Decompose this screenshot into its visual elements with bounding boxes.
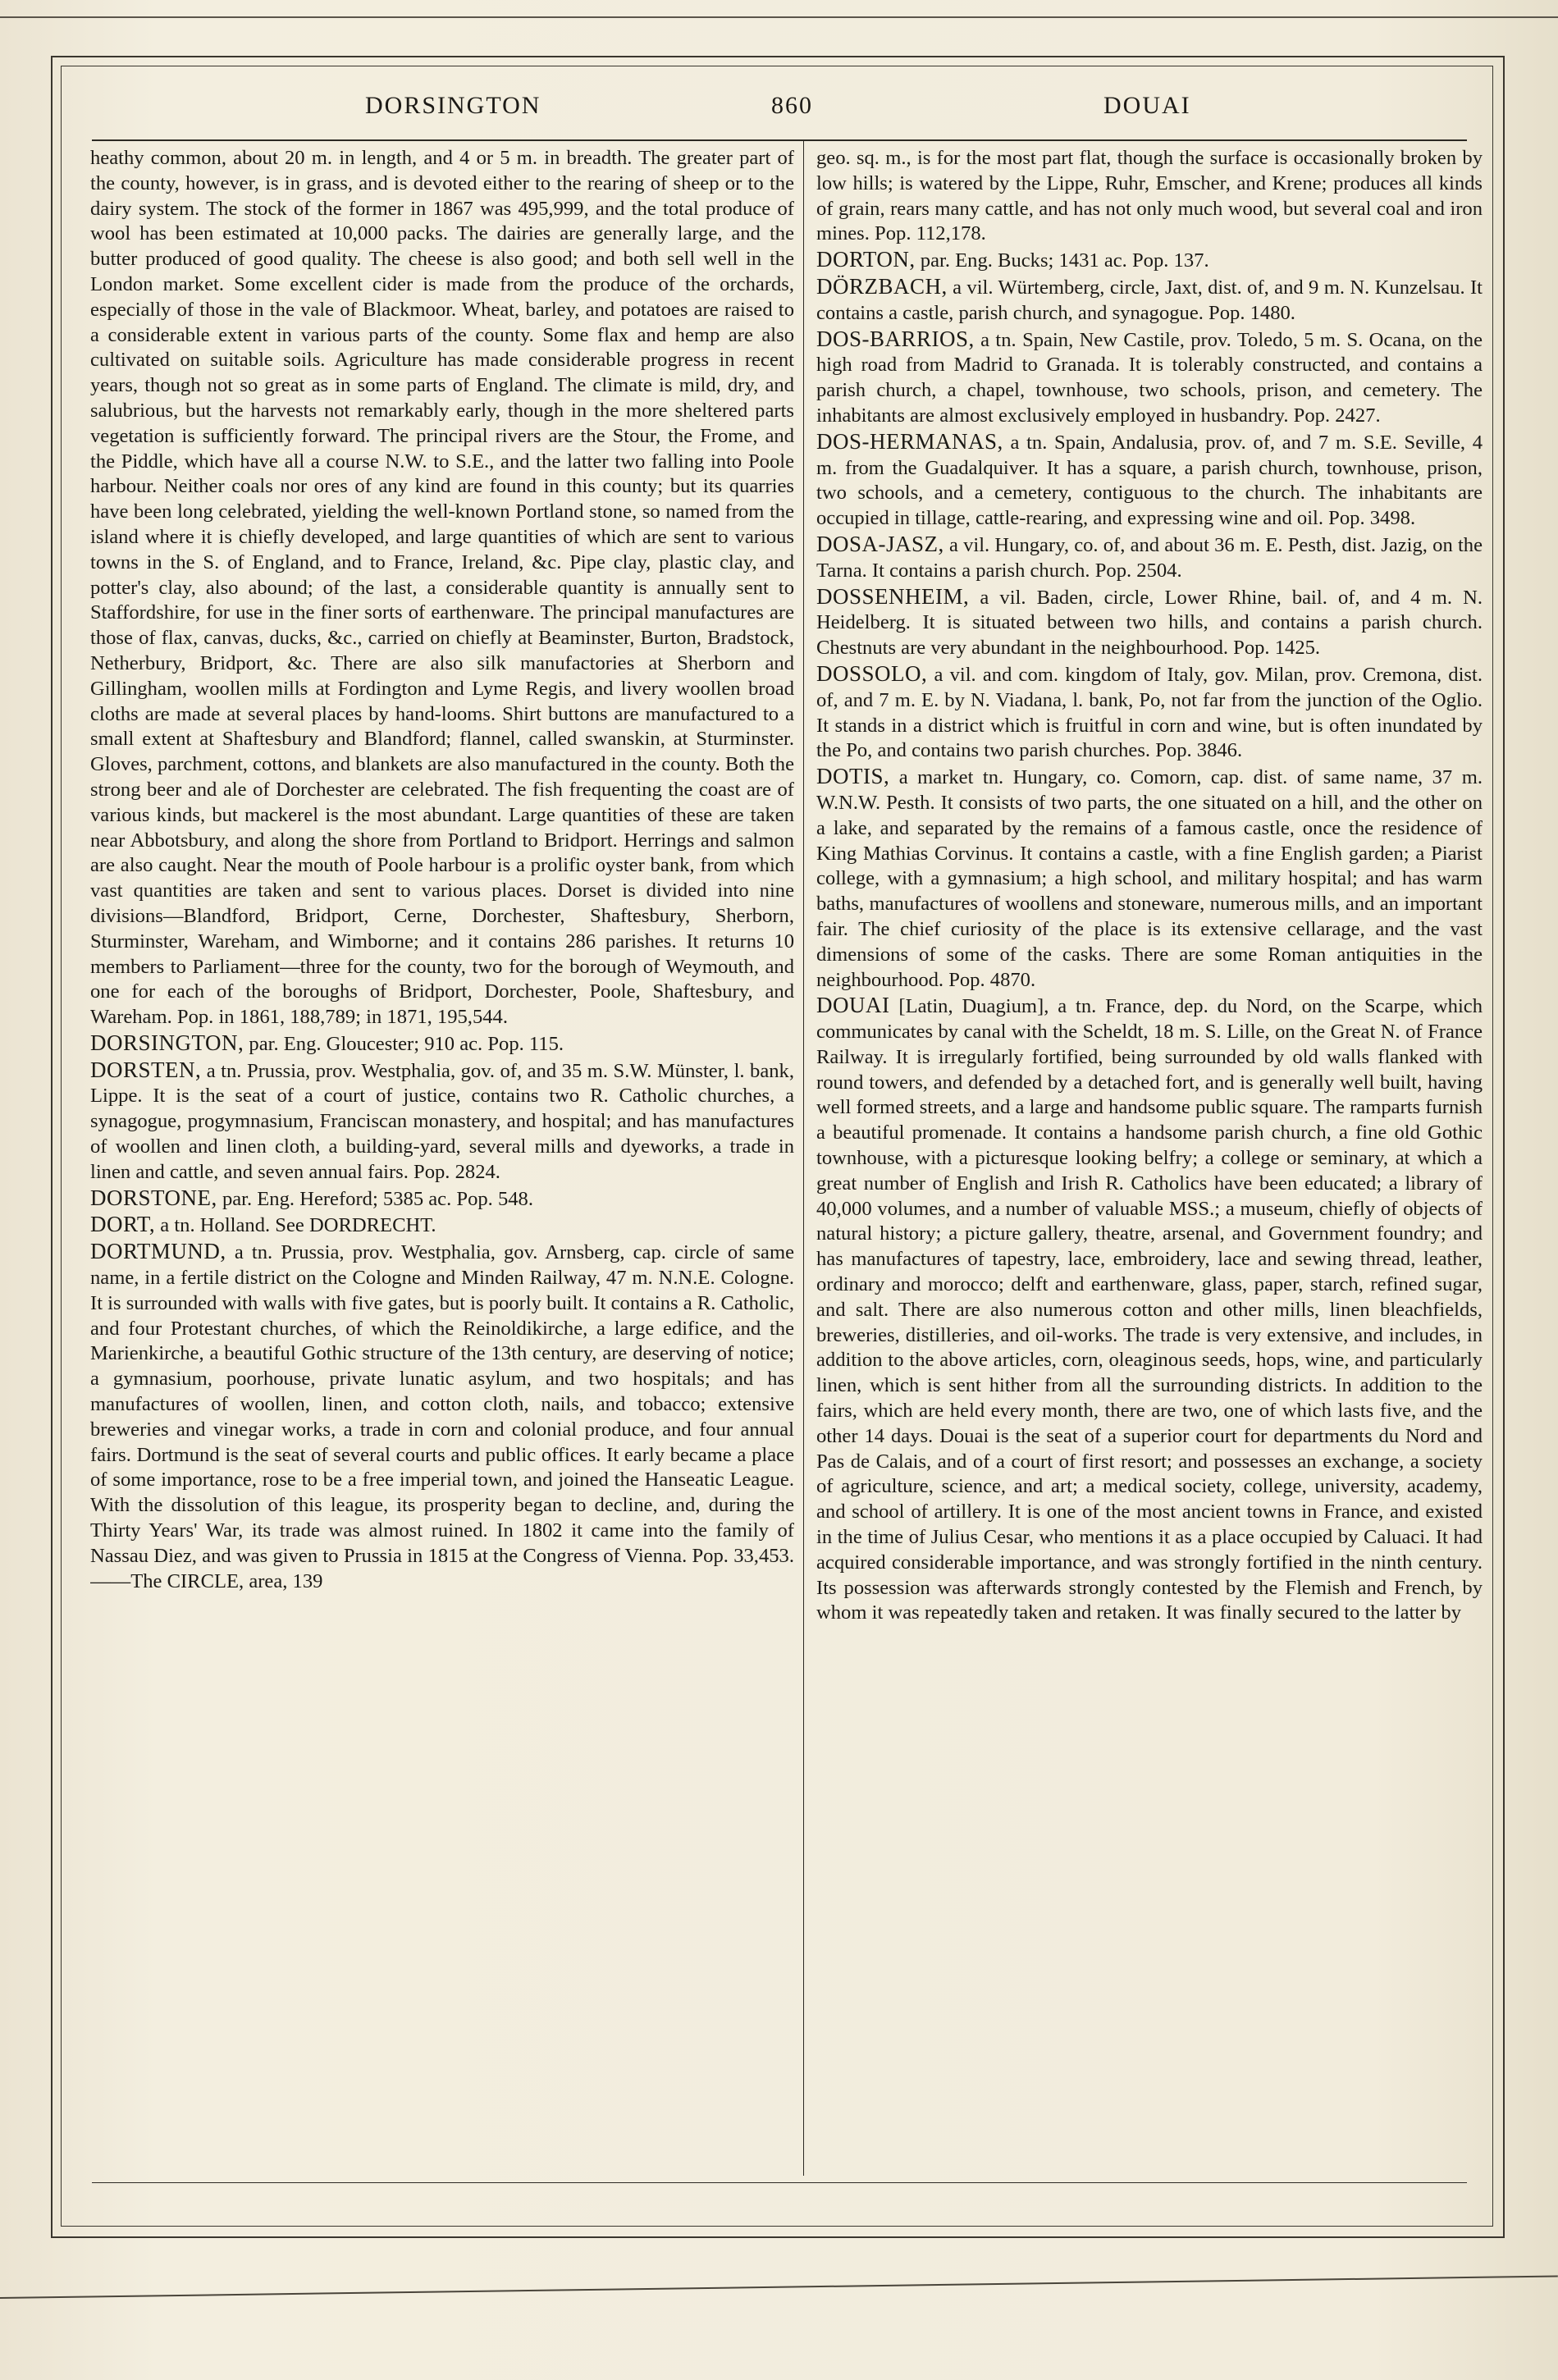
running-head-right: DOUAI xyxy=(1103,92,1191,119)
entry-dort xyxy=(90,1212,794,1239)
page-bottom-edge xyxy=(0,2275,1558,2299)
entry-dortmund xyxy=(90,1239,794,1594)
entry-headword: DORSTONE, xyxy=(90,1185,217,1210)
entry-text: a tn. Spain, New Castile, prov. Toledo, 5 m. S. Ocana, on the high road from Madrid to Granada. It is tolerably constructed, and contains a parish church, a chapel, townhouse, two schools, prison, and cemetery. The inhabitants are almost exclusively employed in husbandry. Pop. 2427. xyxy=(816,328,1483,427)
running-head-left: DORSINGTON xyxy=(365,92,541,119)
continuation-text: geo. sq. m., is for the most part flat, though the surface is occasionally broken by low hills; is watered by the Lippe, Ruhr, Emscher, and Krene; produces all kinds of grain, rears many cattle, and has not only much wood, but several coal and iron mines. Pop. 112,178. xyxy=(816,147,1483,245)
entry-dosa-jasz xyxy=(816,532,1483,584)
entry-text: a tn. Prussia, prov. Westphalia, gov. Arnsberg, cap. circle of same name, in a fertile district on the Cologne and Minden Railway, 47 m. N.N.E. Cologne. It is surrounded with walls with five gates, but is poorly built. It contains a R. Catholic, and four Protestant churches, of which the Reinoldikirche, a large edifice, and the Marienkirche, a beautiful Gothic structure of the 13th century, are deserving of notice; a gymnasium, poorhouse, private lunatic asylum, and two hospitals; and has manufactures of woollen, linen, and cotton cloth, nails, and tobacco; extensive breweries and vinegar works, a trade in corn and colonial produce, and four annual fairs. Dortmund is the seat of several courts and public offices. It early became a place of some importance, rose to be a free imperial town, and joined the Hanseatic League. With the dissolution of this league, its prosperity began to decline, and, during the Thirty Years' War, its trade was almost ruined. In 1802 it came into the family of Nassau Diez, and was given to Prussia in 1815 at the Congress of Vienna. Pop. 33,453.——The CIRCLE, area, 139 xyxy=(90,1241,794,1592)
left-column xyxy=(90,146,794,2172)
entry-text: [Latin, Duagium], a tn. France, dep. du Nord, on the Scarpe, which communicates by canal with the Scheldt, 18 m. S. Lille, on the Great N. of France Railway. It is irregularly fortified, being surrounded by old walls flanked with round towers, and defended by a detached fort, and is generally well built, having well formed streets, and a large and handsome public square. The ramparts furnish a beautiful promenade. It contains a handsome parish church, a fine old Gothic townhouse, with a picturesque looking belfry; a college or seminary, at which a great number of English and Irish R. Catholics have been educated; a library of 40,000 volumes, and a number of valuable MSS.; a museum, chiefly of objects of natural history; a picture gallery, theatre, arsenal, and Government foundry; and has manufactures of tapestry, lace, embroidery, lace and sewing thread, leather, ordinary and morocco; delft and earthenware, glass, paper, starch, refined sugar, and salt. There are also numerous cotton and other mills, linen bleachfields, breweries, distilleries, and oil-works. The trade is very extensive, and includes, in addition to the above articles, corn, oleaginous seeds, hops, wine, and particularly linen, which is sent hither from all the surrounding districts. In addition to the fairs, which are held every month, there are two, one of which lasts five, and the other 14 days. Douai is the seat of a superior court for departments du Nord and Pas de Calais, and of a court of first resort; and possesses an exchange, a society of agriculture, science, and art; a medical society, college, university, academy, and school of artillery. It is one of the most ancient towns in France, and existed in the time of Julius Cesar, who mentions it as a place occupied by Caluaci. It had acquired considerable importance, and was strongly fortified in the ninth century. Its possession was afterwards strongly contested by the Flemish and French, by whom it was repeatedly taken and retaken. It was finally secured to the latter by xyxy=(816,995,1483,1624)
entry-text: par. Eng. Gloucester; 910 ac. Pop. 115. xyxy=(249,1032,564,1055)
entry-dotis xyxy=(816,764,1483,993)
continuation-text: heathy common, about 20 m. in length, and 4 or 5 m. in breadth. The greater part of the county, however, is in grass, and is devoted either to the rearing of sheep or to the dairy system. The stock of the former in 1867 was 495,999, and the total produce of wool has been estimated at 10,000 packs. The dairies are generally large, and the butter produced of good quality. The cheese is also good; and both sell well in the London market. Some excellent cider is made from the produce of the orchards, especially of those in the vale of Blackmoor. Wheat, barley, and potatoes are raised to a considerable extent in various parts of the county. Some flax and hemp are also cultivated on suitable soils. Agriculture has made considerable progress in recent years, though not so great as in some parts of England. The climate is mild, dry, and salubrious, but the harvests not remarkably early, though in the more sheltered parts vegetation is sufficiently forward. The principal rivers are the Stour, the Frome, and the Piddle, which have all a course N.W. to S.E., and the latter two falling into Poole harbour. Neither coals nor ores of any kind are found in this county; but its quarries have been long celebrated, yielding the well-known Portland stone, so named from the island where it is chiefly developed, and large quantities of which are sent to various towns in the S. of England, and to France, Ireland, &c. Pipe clay, plastic clay, and potter's clay, also abound; of the last, a considerable quantity is annually sent to Staffordshire, for use in the finer sorts of earthenware. The principal manufactures are those of flax, canvas, ducks, &c., carried on chiefly at Beaminster, Burton, Bradstock, Netherbury, Bridport, &c. There are also silk manufactories at Sherborn and Gillingham, woollen mills at Fordington and Lyme Regis, and livery woollen broad cloths are made at several places by hand-looms. Shirt buttons are manufactured to a small extent at Shaftesbury and Blandford; flannel, called swanskin, at Sturminster. Gloves, parchment, cottons, and blankets are also manufactured in the county. Both the strong beer and ale of Dorchester are celebrated. The fish frequenting the coast are of various kinds, but mackerel is the most abundant. Large quantities of these are taken near Abbotsbury, and along the shore from Portland to Bridport. Herrings and salmon are also caught. Near the mouth of Poole harbour is a prolific oyster bank, from which vast quantities are taken and sent to various places. Dorset is divided into nine divisions—Blandford, Bridport, Cerne, Dorchester, Shaftesbury, Sherborn, Sturminster, Wareham, and Wimborne; and it contains 286 parishes. It returns 10 members to Parliament—three for the county, two for the borough of Weymouth, and one for each of the boroughs of Bridport, Dorchester, Poole, Shaftesbury, and Wareham. Pop. in 1861, 188,789; in 1871, 195,544. xyxy=(90,147,794,1029)
entry-text: a tn. Spain, Andalusia, prov. of, and 7 m. S.E. Seville, 4 m. from the Guadalquiver. It has a square, a parish church, townhouse, prison, two schools, and a cemetery, contiguous to the church. The inhabitants are occupied in tillage, cattle-rearing, and expressing wine and oil. Pop. 3498. xyxy=(816,431,1483,530)
entry-text: a tn. Prussia, prov. Westphalia, gov. of, and 35 m. S.W. Münster, l. bank, Lippe. It is the seat of a court of justice, contains two R. Catholic churches, a synagogue, progymnasium, Franciscan monastery, and hospital; and has manufactures of woollen and linen cloth, a building-yard, several mills and dyeworks, a trade in linen and cattle, and seven annual fairs. Pop. 2824. xyxy=(90,1059,794,1183)
entry-dorsten xyxy=(90,1058,794,1185)
entry-headword: DOSA-JASZ, xyxy=(816,531,944,556)
page-number: 860 xyxy=(771,92,813,119)
right-column xyxy=(816,146,1483,2172)
entry-dos-hermanas xyxy=(816,429,1483,532)
entry-dorton xyxy=(816,247,1483,274)
entry-douai xyxy=(816,993,1483,1626)
entry-dorstone xyxy=(90,1185,794,1213)
entry-dossenheim xyxy=(816,584,1483,661)
entry-text: a vil. Hungary, co. of, and about 36 m. E. Pesth, dist. Jazig, on the Tarna. It contains a parish church. Pop. 2504. xyxy=(816,533,1483,582)
header-rule xyxy=(92,139,1467,141)
entry-dossolo xyxy=(816,661,1483,764)
entry-text: a vil. and com. kingdom of Italy, gov. Milan, prov. Cremona, dist. of, and 7 m. E. by N. Viadana, l. bank, Po, not far from the junction of the Oglio. It stands in a district which is fruitful in corn and wine, but is often inundated by the Po, and contains two parish churches. Pop. 3846. xyxy=(816,663,1483,762)
entry-headword: DORTMUND, xyxy=(90,1239,226,1264)
entry-headword: DORSINGTON, xyxy=(90,1030,244,1055)
entry-headword: DORT, xyxy=(90,1212,156,1237)
entry-text: par. Eng. Hereford; 5385 ac. Pop. 548. xyxy=(222,1187,534,1210)
entry-headword: DORSTEN, xyxy=(90,1057,202,1082)
entry-dorsington xyxy=(90,1030,794,1058)
page-top-edge xyxy=(0,16,1558,18)
entry-headword: DOTIS, xyxy=(816,764,890,789)
entry-headword: DORTON, xyxy=(816,247,916,272)
entry-headword: DOS-BARRIOS, xyxy=(816,326,975,351)
entry-headword: DOS-HERMANAS, xyxy=(816,428,1003,454)
entry-text: a tn. Holland. See DORDRECHT. xyxy=(160,1214,436,1237)
entry-dos-barrios xyxy=(816,327,1483,429)
footer-rule xyxy=(92,2182,1467,2183)
entry-text: par. Eng. Bucks; 1431 ac. Pop. 137. xyxy=(920,249,1209,272)
entry-text: a vil. Baden, circle, Lower Rhine, bail. of, and 4 m. N. Heidelberg. It is situated between two hills, and contains a parish church. Chestnuts are very abundant in the neighbourhood. Pop. 1425. xyxy=(816,586,1483,660)
column-divider xyxy=(803,141,804,2176)
entry-headword: DOSSOLO, xyxy=(816,660,928,686)
entry-headword: DOSSENHEIM, xyxy=(816,583,970,609)
entry-text: a vil. Würtemberg, circle, Jaxt, dist. of, and 9 m. N. Kunzelsau. It contains a castle, parish church, and synagogue. Pop. 1480. xyxy=(816,276,1483,324)
entry-headword: DÖRZBACH, xyxy=(816,273,948,299)
entry-dorzbach xyxy=(816,274,1483,327)
entry-text: a market tn. Hungary, co. Comorn, cap. dist. of same name, 37 m. W.N.W. Pesth. It consists of two parts, the one situated on a hill, and the other on a lake, and separated by the remains of a famous castle, once the residence of King Mathias Corvinus. It contains a castle, with a fine English garden; a Piarist college, with a gymnasium; a high school, and military hospital; and has warm baths, manufactures of woollens and stoneware, numerous mills, and an important fair. The chief curiosity of the place is its extensive cellarage, and the vast dimensions of some of the casks. There are some Roman antiquities in the neighbourhood. Pop. 4870. xyxy=(816,766,1483,991)
entry-headword: DOUAI xyxy=(816,993,890,1018)
